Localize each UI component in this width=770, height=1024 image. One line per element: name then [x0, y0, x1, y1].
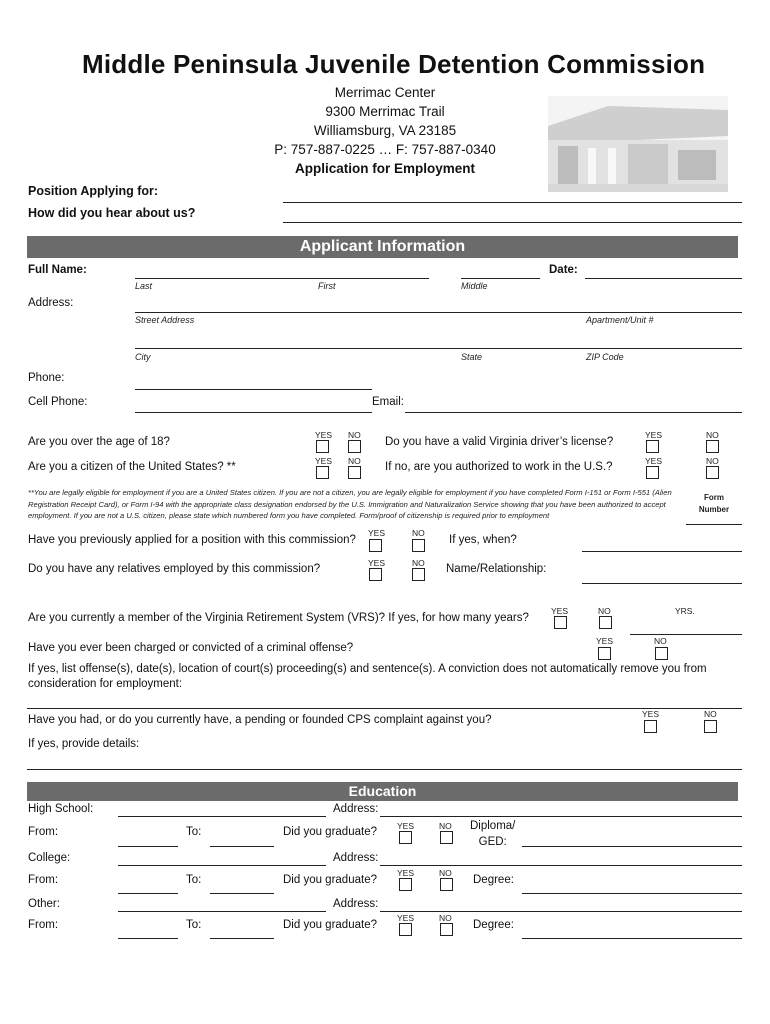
citizen-question: Are you a citizen of the United States? ** [28, 461, 236, 473]
high-school-label: High School: [28, 803, 94, 815]
building-photo [548, 96, 728, 192]
no-caption: NO [348, 456, 361, 466]
age-question: Are you over the age of 18? [28, 436, 170, 448]
hear-input[interactable] [283, 222, 742, 223]
address-line-3: Williamsburg, VA 23185 [313, 123, 457, 138]
applied-when-input[interactable] [582, 551, 742, 552]
no-caption: NO [439, 913, 452, 923]
no-caption: NO [654, 636, 667, 646]
yes-caption: YES [368, 558, 386, 568]
no-caption: NO [412, 528, 425, 538]
offense-instructions: If yes, list offense(s), date(s), location of court(s) proceeding(s) and sentence(s). A conviction does not automatically remove you from consideration for employment: [28, 663, 707, 690]
college-to-input[interactable] [210, 893, 274, 894]
last-caption: Last [135, 281, 153, 291]
name-relationship-label: Name/Relationship: [446, 563, 547, 575]
state-caption: State [461, 352, 483, 362]
hear-label: How did you hear about us? [28, 206, 196, 220]
yes-caption: YES [645, 456, 663, 466]
college-label: College: [28, 852, 71, 864]
yes-caption: YES [642, 709, 660, 719]
authorized-question: If no, are you authorized to work in the U.S.? [385, 461, 613, 473]
vrs-years-input[interactable] [630, 634, 742, 635]
yes-caption: YES [397, 868, 415, 878]
college-address-label: Address: [333, 852, 379, 864]
relatives-question: Do you have any relatives employed by this commission? [28, 563, 321, 575]
form-number-input[interactable] [686, 524, 742, 525]
other-label: Other: [28, 898, 60, 910]
no-caption: NO [439, 821, 452, 831]
street-input[interactable] [135, 312, 742, 313]
yes-caption: YES [397, 821, 415, 831]
vrs-yes-checkbox[interactable] [554, 616, 567, 629]
applied-question: Have you previously applied for a position with this commission? [28, 534, 356, 546]
zip-caption: ZIP Code [586, 352, 624, 362]
high-school-input[interactable] [118, 816, 326, 817]
contact-line: P: 757-887-0225 … F: 757-887-0340 [274, 142, 496, 157]
no-caption: NO [704, 709, 717, 719]
no-caption: NO [706, 430, 719, 440]
other-degree-input[interactable] [522, 938, 742, 939]
city-input[interactable] [135, 348, 742, 349]
no-caption: NO [706, 456, 719, 466]
cps-question: Have you had, or do you currently have, a pending or founded CPS complaint against you? [28, 714, 492, 726]
college-graduate-no-checkbox[interactable] [440, 878, 453, 891]
license-no-checkbox[interactable] [706, 440, 719, 453]
form-number-label: Form Number [698, 493, 730, 514]
applicant-section-header: Applicant Information [27, 236, 738, 258]
relatives-no-checkbox[interactable] [412, 568, 425, 581]
apt-caption: Apartment/Unit # [586, 315, 654, 325]
form-subtitle: Application for Employment [294, 161, 475, 176]
hs-to-label: To: [186, 826, 202, 838]
college-address-input[interactable] [380, 865, 742, 866]
no-caption: NO [439, 868, 452, 878]
no-caption: NO [598, 606, 611, 616]
age-yes-checkbox[interactable] [316, 440, 329, 453]
details-label: If yes, provide details: [28, 738, 140, 750]
details-input-line[interactable] [27, 769, 742, 770]
first-caption: First [318, 281, 336, 291]
applied-no-checkbox[interactable] [412, 539, 425, 552]
relatives-yes-checkbox[interactable] [369, 568, 382, 581]
license-question: Do you have a valid Virginia driver’s license? [385, 436, 614, 448]
phone-input[interactable] [135, 389, 372, 390]
other-address-input[interactable] [380, 911, 742, 912]
if-when-label: If yes, when? [449, 534, 517, 546]
relationship-input[interactable] [582, 583, 742, 584]
last-name-input[interactable] [135, 278, 429, 279]
cps-yes-checkbox[interactable] [644, 720, 657, 733]
email-label: Email: [372, 396, 404, 408]
city-caption: City [135, 352, 151, 362]
offense-input-line[interactable] [27, 708, 742, 709]
other-degree-label: Degree: [473, 919, 514, 931]
position-label: Position Applying for: [28, 184, 159, 198]
hs-graduate-label: Did you graduate? [283, 826, 377, 838]
yes-caption: YES [645, 430, 663, 440]
college-input[interactable] [118, 865, 326, 866]
phone-label: Phone: [28, 372, 65, 384]
other-graduate-yes-checkbox[interactable] [399, 923, 412, 936]
authorized-yes-checkbox[interactable] [646, 466, 659, 479]
yes-caption: YES [315, 430, 333, 440]
hs-graduate-yes-checkbox[interactable] [399, 831, 412, 844]
hs-from-input[interactable] [118, 846, 178, 847]
cps-no-checkbox[interactable] [704, 720, 717, 733]
vrs-question: Are you currently a member of the Virginia Retirement System (VRS)? If yes, for how many years? [28, 612, 529, 624]
college-from-label: From: [28, 874, 59, 886]
other-to-label: To: [186, 919, 202, 931]
middle-caption: Middle [461, 281, 488, 291]
cell-label: Cell Phone: [28, 396, 88, 408]
criminal-no-checkbox[interactable] [655, 647, 668, 660]
other-to-input[interactable] [210, 938, 274, 939]
college-graduate-label: Did you graduate? [283, 874, 377, 886]
address-line-2: 9300 Merrimac Trail [325, 104, 445, 119]
other-from-input[interactable] [118, 938, 178, 939]
other-input[interactable] [118, 911, 326, 912]
age-no-checkbox[interactable] [348, 440, 361, 453]
college-degree-input[interactable] [522, 893, 742, 894]
diploma-input[interactable] [522, 846, 742, 847]
hs-from-label: From: [28, 826, 59, 838]
other-from-label: From: [28, 919, 59, 931]
hs-graduate-no-checkbox[interactable] [440, 831, 453, 844]
form-title: Middle Peninsula Juvenile Detention Commission [82, 49, 706, 79]
college-degree-label: Degree: [473, 874, 514, 886]
college-graduate-yes-checkbox[interactable] [399, 878, 412, 891]
criminal-yes-checkbox[interactable] [598, 647, 611, 660]
yes-caption: YES [315, 456, 333, 466]
position-input[interactable] [283, 202, 742, 203]
license-yes-checkbox[interactable] [646, 440, 659, 453]
other-graduate-no-checkbox[interactable] [440, 923, 453, 936]
middle-name-input[interactable] [461, 278, 540, 279]
yes-caption: YES [596, 636, 614, 646]
hs-address-label: Address: [333, 803, 379, 815]
email-input[interactable] [405, 412, 742, 413]
college-from-input[interactable] [118, 893, 178, 894]
street-caption: Street Address [135, 315, 195, 325]
hs-address-input[interactable] [380, 816, 742, 817]
diploma-label: Diploma/ GED: [470, 820, 516, 848]
full-name-label: Full Name: [28, 264, 87, 276]
no-caption: NO [412, 558, 425, 568]
authorized-no-checkbox[interactable] [706, 466, 719, 479]
other-graduate-label: Did you graduate? [283, 919, 377, 931]
date-label: Date: [549, 264, 578, 276]
date-input[interactable] [585, 278, 742, 279]
yrs-label: YRS. [675, 606, 695, 616]
citizen-no-checkbox[interactable] [348, 466, 361, 479]
criminal-question: Have you ever been charged or convicted of a criminal offense? [28, 642, 354, 654]
hs-to-input[interactable] [210, 846, 274, 847]
yes-caption: YES [368, 528, 386, 538]
yes-caption: YES [397, 913, 415, 923]
no-caption: NO [348, 430, 361, 440]
education-section-header: Education [27, 782, 738, 801]
yes-caption: YES [551, 606, 569, 616]
vrs-no-checkbox[interactable] [599, 616, 612, 629]
applied-yes-checkbox[interactable] [369, 539, 382, 552]
citizenship-note: **You are legally eligible for employment if you are a United States citizen. If you are not a citizen, you are legally eligible for employment if you have completed Form I-151 or Form I-551 (Alien Registration Receipt Card), or Form I-94 with the appropriate class designation endorsed by the U.S. Immigration and Naturalization Service showing that you have been authorized to accept employment. If you are not a U.S. citizen, please state which numbered form you have completed. Form/proof of citizenship is required prior to employment [28, 488, 672, 520]
cell-input[interactable] [135, 412, 372, 413]
other-address-label: Address: [333, 898, 379, 910]
address-label: Address: [28, 297, 74, 309]
college-to-label: To: [186, 874, 202, 886]
citizen-yes-checkbox[interactable] [316, 466, 329, 479]
address-line-1: Merrimac Center [334, 85, 436, 100]
